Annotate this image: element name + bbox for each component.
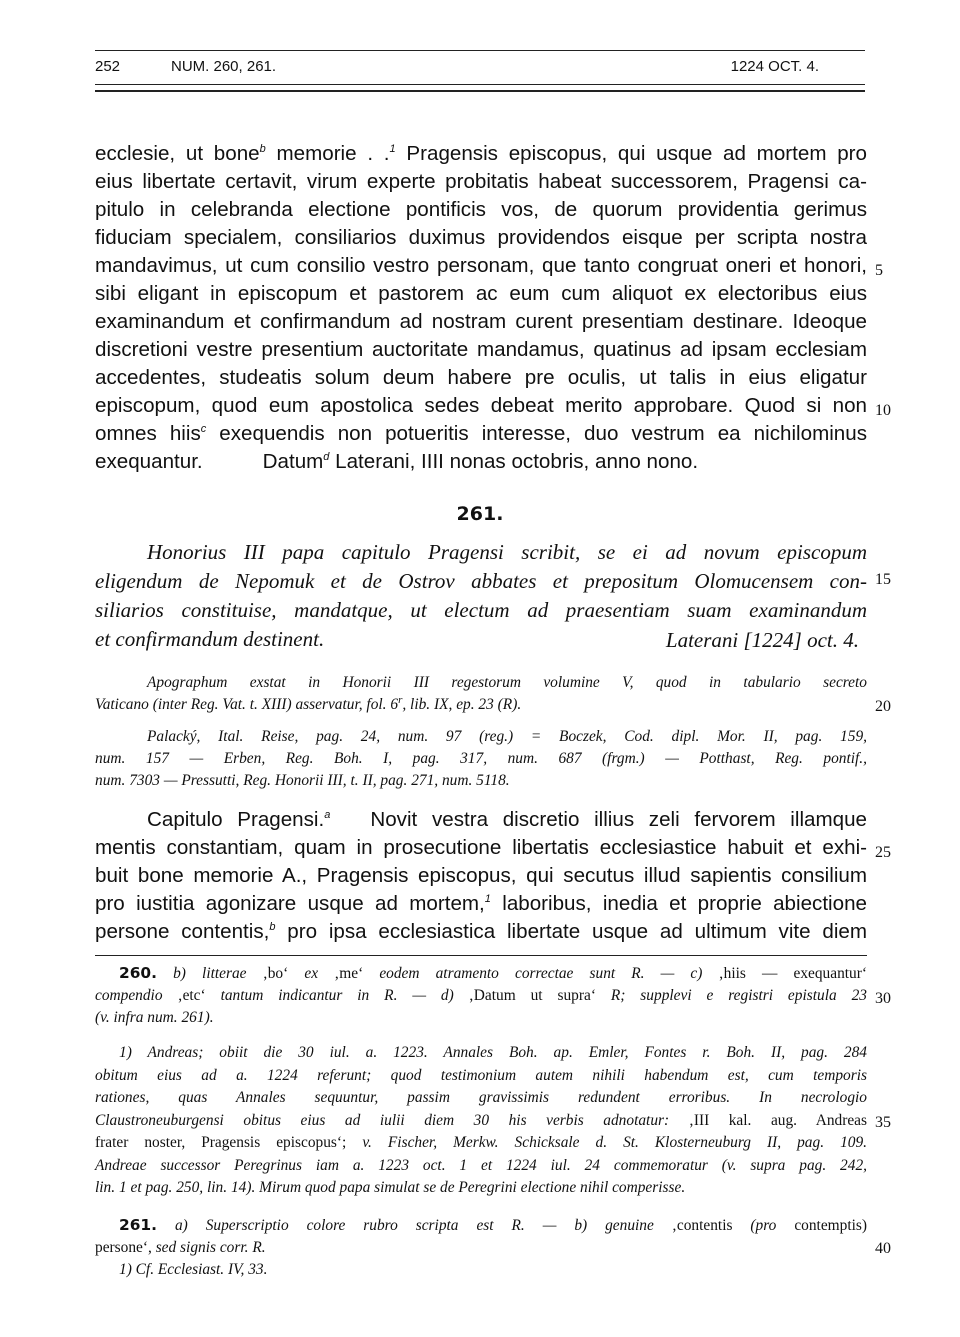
text-line: pitulo in celebranda electione pontificis vos, de quorum providentia gerimus bbox=[95, 198, 867, 221]
apparatus-line: num. 157 — Erben, Reg. Boh. I, pag. 317, num. 687 (frgm.) — Potthast, Reg. pontif., bbox=[95, 750, 867, 767]
text-line: eius libertate certavit, virum experte probitatis habeat successorem, Pragensi ca- bbox=[95, 170, 867, 193]
note-line: 1) Andreas; obiit die 30 iul. a. 1223. Annales Boh. ap. Emler, Fontes r. Boh. II, pag. 284 bbox=[119, 1044, 867, 1061]
header-date: 1224 OCT. 4. bbox=[730, 58, 819, 75]
margin-line-number: 35 bbox=[875, 1114, 891, 1131]
regest-line: Honorius III papa capitulo Pragensi scribit, se ei ad novum episcopum bbox=[147, 540, 867, 564]
header-rule-top bbox=[95, 50, 865, 51]
regest-line: et confirmandum destinent. bbox=[95, 627, 325, 651]
regest-summary bbox=[95, 538, 867, 654]
margin-line-number: 25 bbox=[875, 844, 891, 861]
apparatus-line: Vaticano (inter Reg. Vat. t. XIII) asservatur, fol. 6$^r$, lib. IX, ep. 23 (R). bbox=[95, 693, 522, 713]
editions-apparatus bbox=[95, 726, 867, 792]
note-line: persone‘, sed signis corr. R. bbox=[95, 1238, 266, 1256]
document-numbers: NUM. 260, 261. bbox=[171, 58, 277, 75]
doc261-body bbox=[95, 806, 867, 946]
text-line: fiduciam specialem, consiliarios duximus providendos eisque per scripta nostra bbox=[95, 226, 867, 249]
text-line: exequantur. Datum$^d$ Laterani, IIII nonas octobris, anno nono. bbox=[95, 450, 699, 473]
footnote-1-260 bbox=[95, 1042, 867, 1200]
text-line: buit bone memorie A., Pragensis episcopus, qui secutus illud sapientis consilium bbox=[95, 864, 867, 887]
text-line: discretioni vestre presentium auctoritate mandamus, quatinus ad ipsam ecclesiam bbox=[95, 338, 867, 361]
text-line: episcopum, quod eum apostolica sedes debeat merito approbare. Quod si non bbox=[95, 394, 867, 417]
note-line: obitum eius ad a. 1224 referunt; quod testimonium autem nihili habendum est, cum temporis bbox=[95, 1066, 867, 1084]
margin-line-number: 30 bbox=[875, 990, 891, 1007]
note-line: 261. a) Superscriptio colore rubro scripta est R. — b) genuine ‚contentis (pro contemptis) bbox=[119, 1216, 867, 1234]
notes-261 bbox=[95, 1214, 867, 1282]
regest-dateline: Laterani [1224] oct. 4. bbox=[665, 628, 859, 652]
note-line: 1) Cf. Ecclesiast. IV, 33. bbox=[119, 1261, 268, 1278]
page-number: 252 bbox=[95, 58, 121, 75]
note-line: lin. 1 et pag. 250, lin. 14). Mirum quod papa simulat se de Peregrini electione nihil comperisse. bbox=[95, 1179, 686, 1196]
regest-line: siliarios constituise, mandatque, ut electum ad praesentiam suam examinandum bbox=[95, 598, 867, 622]
note-line: Andreae successor Peregrinus iam a. 1223 oct. 1 et 1224 iul. 24 commemoratur (v. supra pag. 242, bbox=[95, 1156, 867, 1174]
text-line: pro iustitia agonizare usque ad mortem,$^1$ laboribus, inedia et proprie abiectione bbox=[95, 892, 867, 915]
text-line: Capitulo Pragensi.$^a$ Novit vestra discretio illius zeli fervorem illamque bbox=[147, 808, 867, 831]
apparatus-line: num. 7303 — Pressutti, Reg. Honorii III, t. II, pag. 271, num. 5118. bbox=[95, 772, 510, 789]
document-number-261: 261. bbox=[456, 503, 504, 525]
margin-line-number: 10 bbox=[875, 402, 891, 419]
text-line: mandavimus, ut cum consilio vestro personam, que tanto congruat oneri et honori, bbox=[95, 254, 867, 277]
notes-260 bbox=[95, 962, 867, 1030]
header-rule-double bbox=[95, 90, 865, 92]
note-line: Claustroneuburgensi obitus eius ad iulii diem 30 his verbis adnotatur: ‚III kal. aug. Andreas bbox=[95, 1111, 867, 1129]
note-line: 260. b) litterae ‚bo‘ ex ‚me‘ eodem atramento correctae sunt R. — c) ‚hiis — exequantur‘ bbox=[119, 964, 867, 982]
apparatus-line: Apographum exstat in Honorii III regestorum volumine V, quod in tabulario secreto bbox=[147, 674, 867, 691]
text-line: mentis constantiam, quam in prosecutione libertatis ecclesiastice habuit et exhi- bbox=[95, 836, 867, 859]
text-line: omnes hiis$^c$ exequendis non potueritis interesse, duo vestrum ea nichilominus bbox=[95, 422, 867, 445]
text-line: persone contentis,$^b$ pro ipsa ecclesiastica libertate usque ad ultimum vite diem bbox=[95, 920, 867, 943]
text-line: ecclesie, ut bone$^b$ memorie . .$^1$ Pragensis episcopus, qui usque ad mortem pro bbox=[95, 142, 867, 165]
margin-line-number: 20 bbox=[875, 698, 891, 715]
doc260-body bbox=[95, 140, 867, 476]
margin-line-number: 40 bbox=[875, 1240, 891, 1257]
text-line: sibi eligant in episcopum et pastorem ac eum cum aliquot ex electoribus eius bbox=[95, 282, 867, 305]
note-line: rationes, quas Annales sequuntur, passim gravissimis redundent erroribus. In necrologio bbox=[95, 1089, 867, 1106]
margin-line-number: 5 bbox=[875, 262, 883, 279]
text-line: accedentes, studeatis solum deum habere pre oculis, ut talis in eius eligatur bbox=[95, 366, 867, 389]
regest-line: eligendum de Nepomuk et de Ostrov abbates et prepositum Olomucensem con- bbox=[95, 569, 867, 593]
note-line: (v. infra num. 261). bbox=[95, 1009, 214, 1026]
text-line: examinandum et confirmandum ad nostram curent presentiam destinare. Ideoque bbox=[95, 310, 867, 333]
margin-line-number: 15 bbox=[875, 571, 891, 588]
running-header bbox=[95, 58, 865, 82]
note-line: compendio ‚etc‘ tantum indicantur in R. — d) ‚Datum ut supra‘ R; supplevi e registri epistula 23 bbox=[95, 986, 867, 1004]
source-apparatus bbox=[95, 672, 867, 716]
note-line: frater noster, Pragensis episcopus‘; v. Fischer, Merkw. Schicksale d. St. Klosterneuburg II, pag. 109. bbox=[95, 1134, 868, 1151]
footnote-rule bbox=[95, 955, 867, 956]
apparatus-line: Palacký, Ital. Reise, pag. 24, num. 97 (reg.) = Boczek, Cod. dipl. Mor. II, pag. 159, bbox=[147, 728, 867, 745]
header-rule bbox=[95, 84, 865, 85]
